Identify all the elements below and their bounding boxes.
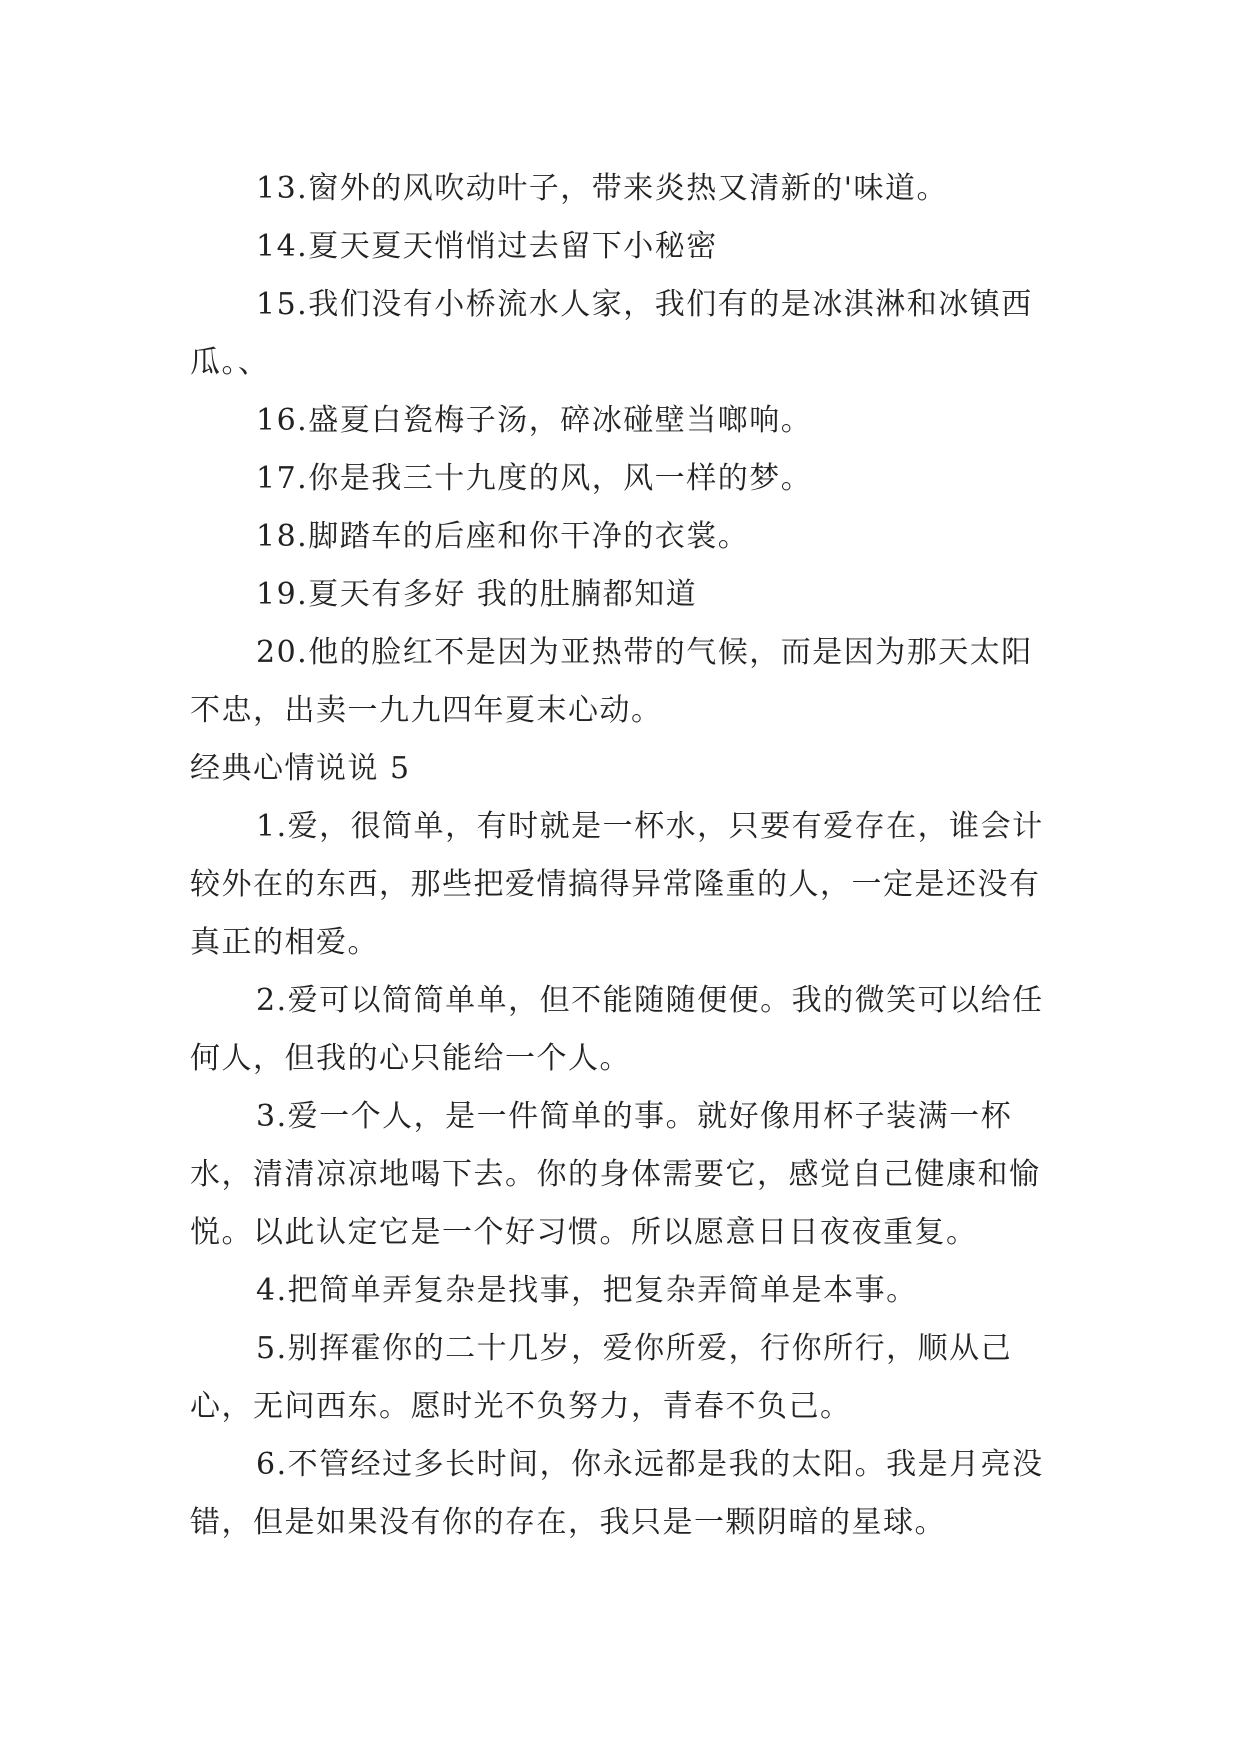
section-heading: 经典心情说说 5 [190, 751, 411, 786]
paragraph-item-14: 14.夏天夏天悄悄过去留下小秘密 [256, 229, 718, 264]
paragraph-item-3: 3.爱一个人，是一件简单的事。就好像用杯子装满一杯水，清清凉凉地喝下去。你的身体需要它，感觉自己健康和愉悦。以此认定它是一个好习惯。所以愿意日日夜夜重复。 [190, 1099, 1041, 1250]
paragraph-item-18: 18.脚踏车的后座和你干净的衣裳。 [256, 519, 750, 554]
paragraph-item-1: 1.爱，很简单，有时就是一杯水，只要有爱存在，谁会计较外在的东西，那些把爱情搞得异常隆重的人，一定是还没有真正的相爱。 [190, 809, 1044, 960]
paragraph-item-19: 19.夏天有多好 我的肚腩都知道 [256, 577, 698, 612]
paragraph-item-2: 2.爱可以简简单单，但不能随随便便。我的微笑可以给任何人，但我的心只能给一个人。 [190, 983, 1044, 1076]
paragraph-item-5: 5.别挥霍你的二十几岁，爱你所爱，行你所行，顺从己心，无问西东。愿时光不负努力，青春不负己。 [190, 1331, 1013, 1424]
paragraph-item-20: 20.他的脸红不是因为亚热带的气候，而是因为那天太阳不忠，出卖一九九四年夏末心动。 [190, 635, 1033, 728]
document-page [190, 160, 1050, 1552]
paragraph-item-6: 6.不管经过多长时间，你永远都是我的太阳。我是月亮没错，但是如果没有你的存在，我只是一颗阴暗的星球。 [190, 1447, 1044, 1540]
paragraph-item-4: 4.把简单弄复杂是找事，把复杂弄简单是本事。 [256, 1273, 918, 1308]
paragraph-item-13: 13.窗外的风吹动叶子，带来炎热又清新的'味道。 [256, 171, 948, 206]
paragraph-item-17: 17.你是我三十九度的风，风一样的梦。 [256, 461, 813, 496]
paragraph-item-16: 16.盛夏白瓷梅子汤，碎冰碰壁当啷响。 [256, 403, 813, 438]
paragraph-item-15: 15.我们没有小桥流水人家，我们有的是冰淇淋和冰镇西瓜。、 [190, 287, 1033, 380]
